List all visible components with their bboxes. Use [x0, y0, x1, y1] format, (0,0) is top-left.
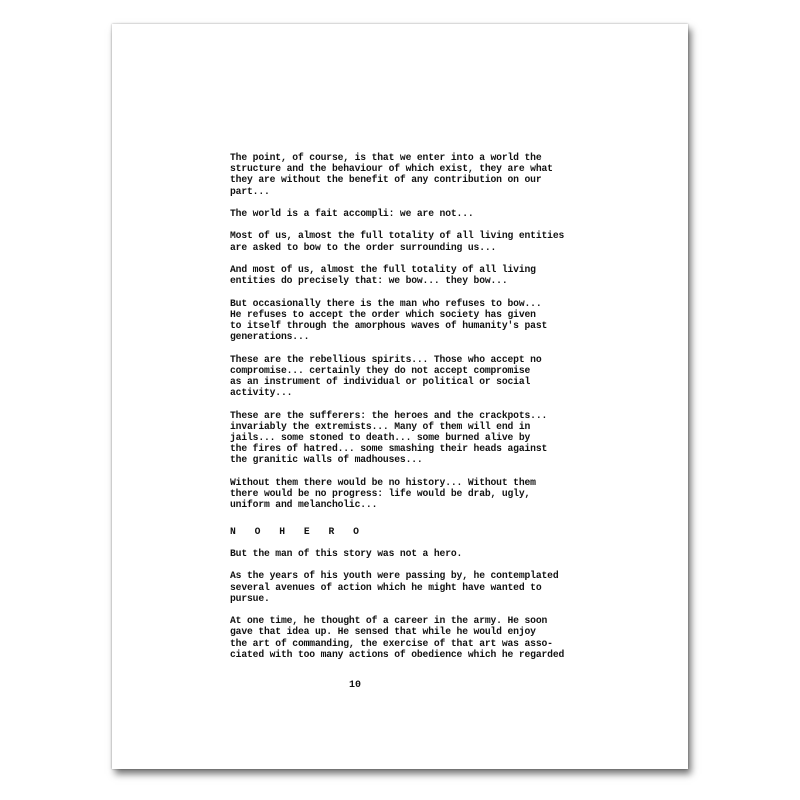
paragraph: Most of us, almost the full totality of all living entities are asked to bow to the order surrounding us...	[230, 230, 565, 253]
paragraph: And most of us, almost the full totality of all living entities do precisely that: we bow... they bow...	[230, 263, 536, 287]
paragraph: The point, of course, is that we enter into a world the structure and the behaviour of which exist, they are what they are without the benefit of any contribution on our part...	[230, 152, 553, 197]
paragraph: The world is a fait accompli: we are not...	[230, 208, 474, 219]
paragraph: Without them there would be no history... Without them there would be no progress: life would be drab, ugly, uniform and melancholic...	[230, 476, 536, 511]
paragraph: But occasionally there is the man who refuses to bow... He refuses to accept the order which society has given to itself through the amorphous waves of humanity's past generations...	[230, 297, 548, 343]
paragraph: At one time, he thought of a career in the army. He soon gave that idea up. He sensed that while he would enjoy the art of commanding, the exercise of that art was asso- ciated with too many actions of obedience which he regarded	[230, 615, 565, 660]
document-page	[112, 24, 688, 769]
paragraph: But the man of this story was not a hero.	[230, 547, 463, 559]
page-body	[230, 152, 590, 671]
paragraph: As the years of his youth were passing by, he contemplated several avenues of action which he might have wanted to pursue.	[230, 570, 559, 604]
paragraph: These are the rebellious spirits... Those who accept no compromise... certainly they do not accept compromise as an instrument of individual or political or social activity...	[230, 353, 542, 399]
section-heading: N O H E R O	[230, 525, 362, 537]
paragraph: These are the sufferers: the heroes and the crackpots... invariably the extremists... Many of them will end in jails... some stoned to death... some burned alive by the fires of hatred... some smashing their heads against the granitic walls of madhouses...	[230, 409, 548, 466]
page-number: 10	[349, 680, 362, 691]
